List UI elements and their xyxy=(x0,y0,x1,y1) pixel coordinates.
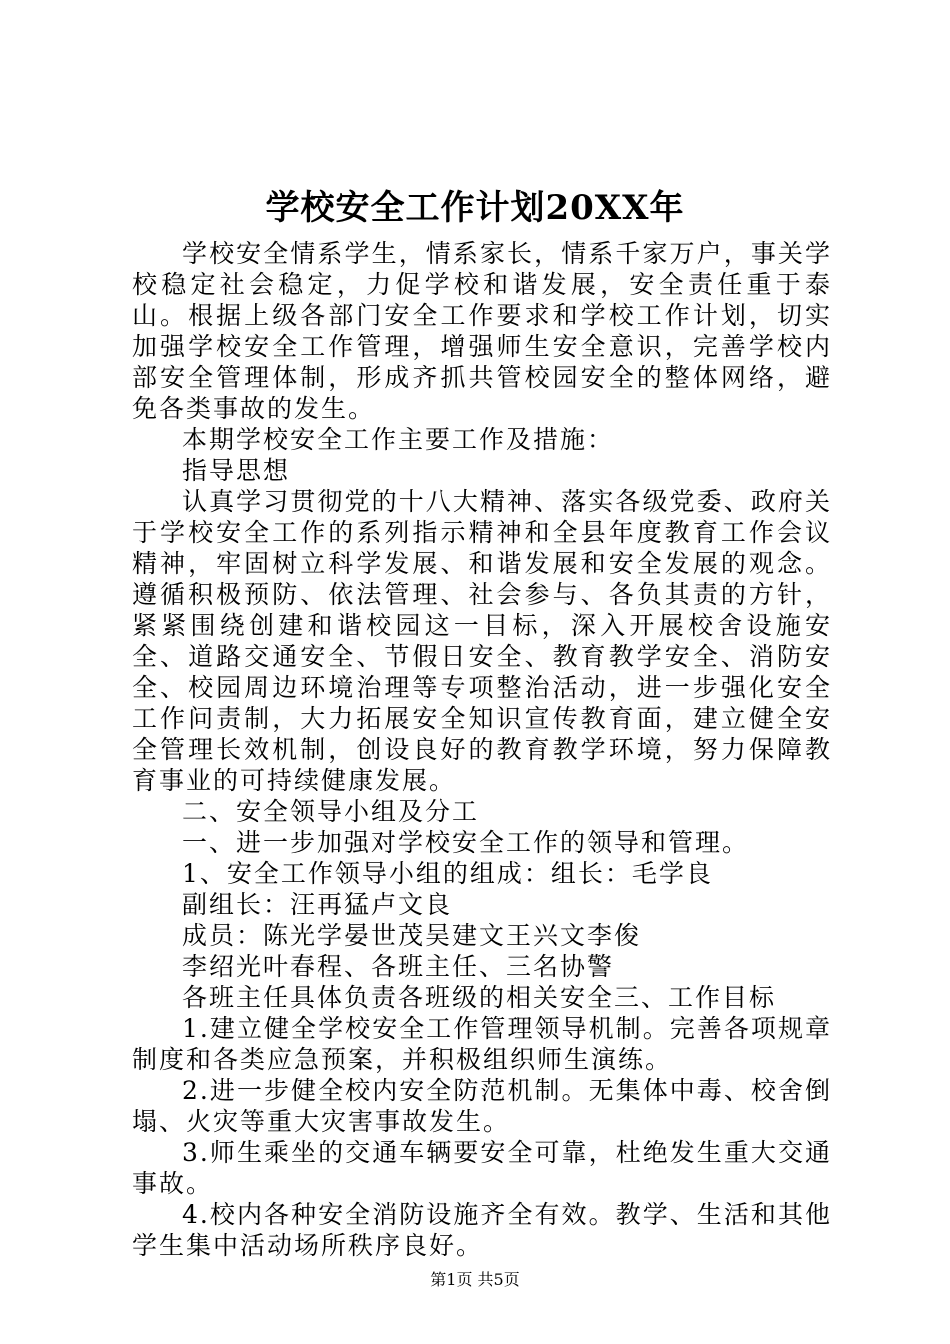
paragraph-goal-1: 1.建立健全学校安全工作管理领导机制。完善各项规章制度和各类应急预案，并积极组织师生演练。 xyxy=(132,1014,832,1074)
paragraph-members: 成员：陈光学晏世茂吴建文王兴文李俊 xyxy=(182,921,642,950)
paragraph-guiding-thought: 认真学习贯彻党的十八大精神、落实各级党委、政府关于学校安全工作的系列指示精神和全县年度教育工作会议精神，牢固树立科学发展、和谐发展和安全发展的观念。遵循积极预防、依法管理、社会参与、各负其责的方针，紧紧围绕创建和谐校园这一目标，深入开展校舍设施安全、道路交通安全、节假日安全、教育教学安全、消防安全、校园周边环境治理等专项整治活动，进一步强化安全工作问责制，大力拓展安全知识宣传教育面，建立健全安全管理长效机制，创设良好的教育教学环境，努力保障教育事业的可持续健康发展。 xyxy=(132,487,832,795)
paragraph-members-continued: 李绍光叶春程、各班主任、三名协警 xyxy=(182,952,615,981)
paragraph-measures-heading: 本期学校安全工作主要工作及措施： xyxy=(182,425,615,454)
paragraph-group-leader: 1、安全工作领导小组的组成：组长：毛学良 xyxy=(182,859,713,888)
paragraph-section-two: 二、安全领导小组及分工 xyxy=(182,797,480,826)
document-title: 学校安全工作计划20XX年 xyxy=(265,188,685,228)
document-body xyxy=(132,238,832,1261)
paragraph-goal-4: 4.校内各种安全消防设施齐全有效。教学、生活和其他学生集中活动场所秩序良好。 xyxy=(132,1200,832,1260)
paragraph-goal-2: 2.进一步健全校内安全防范机制。无集体中毒、校舍倒塌、火灾等重大灾害事故发生。 xyxy=(132,1076,832,1136)
paragraph-goal-3: 3.师生乘坐的交通车辆要安全可靠，杜绝发生重大交通事故。 xyxy=(132,1138,832,1198)
paragraph-guiding-heading: 指导思想 xyxy=(182,456,291,485)
paragraph-section-one: 一、进一步加强对学校安全工作的领导和管理。 xyxy=(182,828,750,857)
paragraph-intro: 学校安全情系学生，情系家长，情系千家万户，事关学校稳定社会稳定，力促学校和谐发展，安全责任重于泰山。根据上级各部门安全工作要求和学校工作计划，切实加强学校安全工作管理，增强师生安全意识，完善学校内部安全管理体制，形成齐抓共管校园安全的整体网络，避免各类事故的发生。 xyxy=(132,239,832,423)
paragraph-deputy-leader: 副组长：汪再猛卢文良 xyxy=(182,890,453,919)
paragraph-class-teachers: 各班主任具体负责各班级的相关安全三、工作目标 xyxy=(182,983,777,1012)
page-number: 第1页 共5页 xyxy=(430,1270,520,1289)
